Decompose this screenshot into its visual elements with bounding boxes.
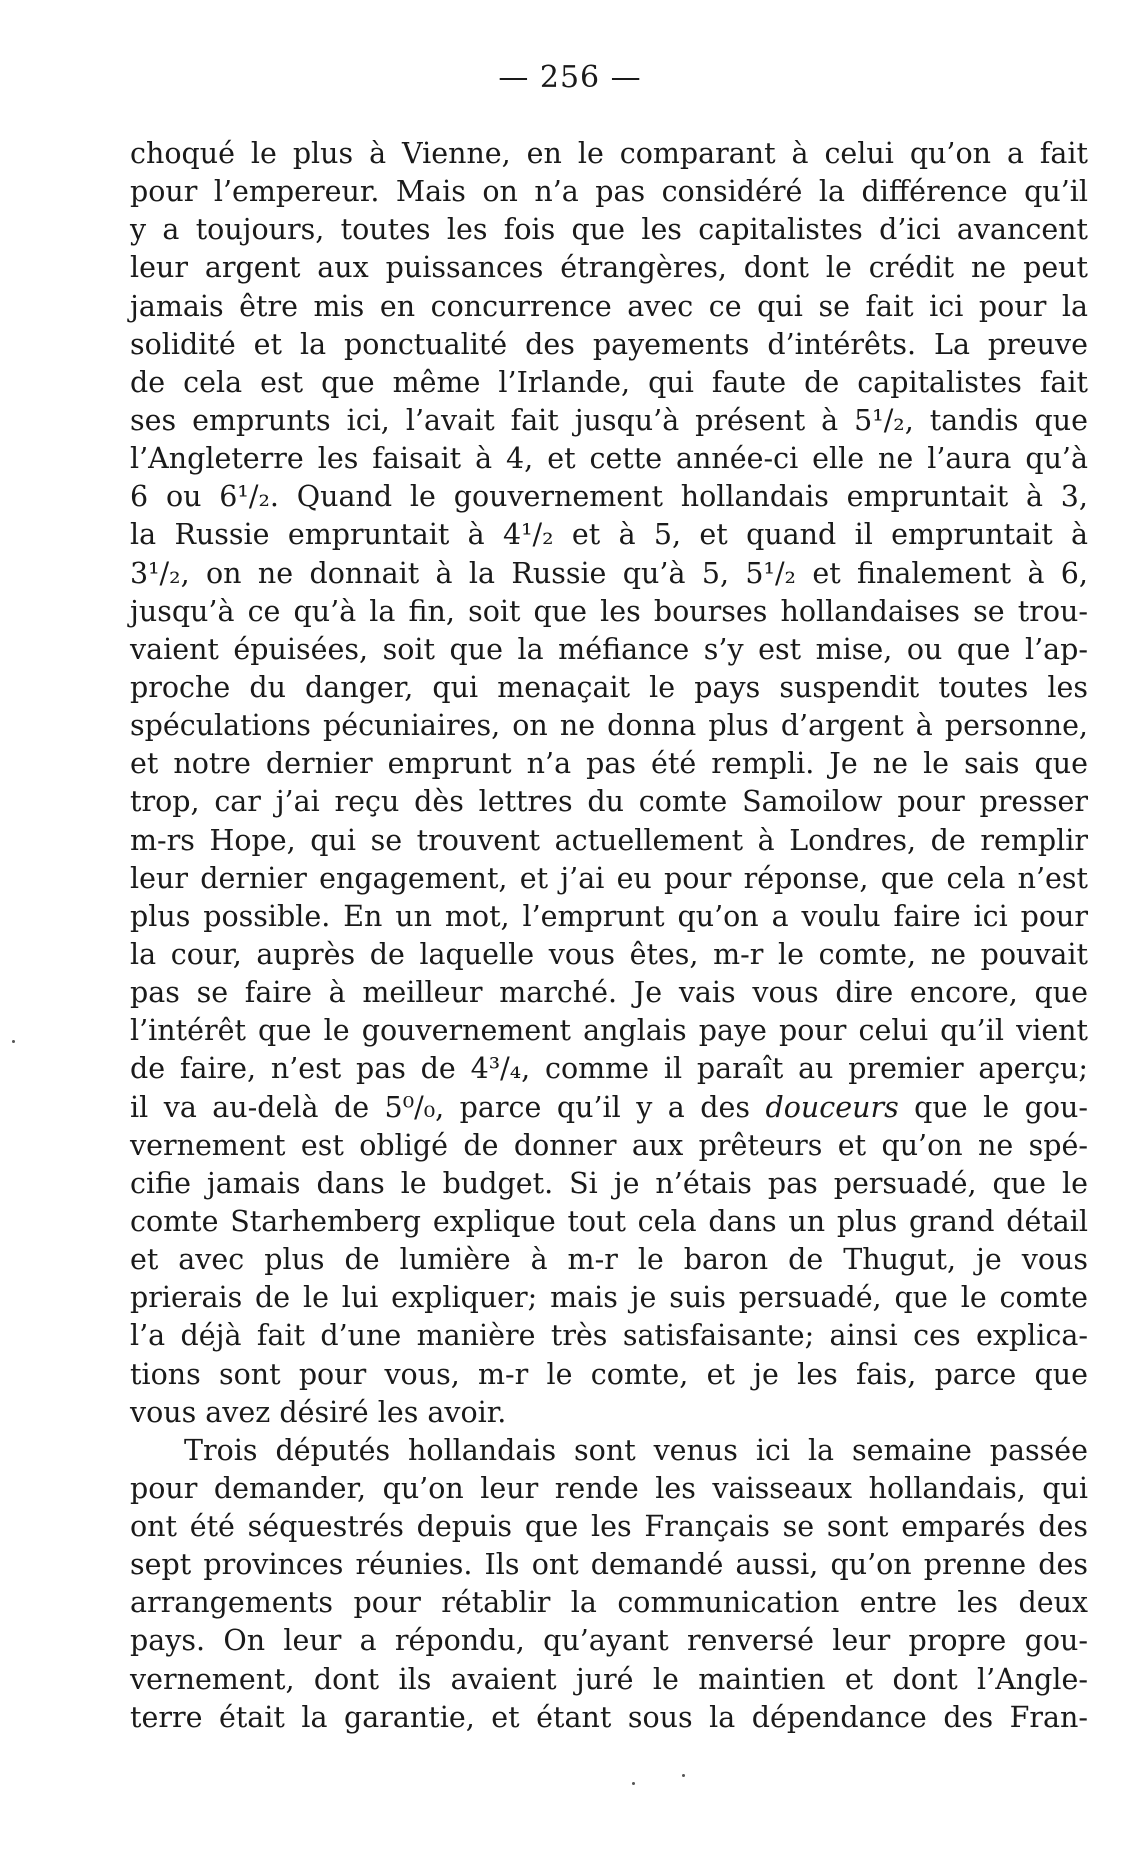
text-line: de cela est que même l’Irlande, qui faute de capitalistes fait (130, 365, 1088, 399)
text-line: l’a déjà fait d’une manière très satisfaisante; ainsi ces explica- (130, 1319, 1088, 1353)
emphasis: douceurs (765, 1090, 899, 1124)
text-line: m-rs Hope, qui se trouvent actuellement à Londres, de remplir (130, 823, 1088, 857)
text-line: 6 ou 6¹/₂. Quand le gouvernement hollandais empruntait à 3, (130, 480, 1088, 514)
text-line: trop, car j’ai reçu dès lettres du comte Samoilow pour presser (130, 785, 1088, 819)
text-line: comte Starhemberg explique tout cela dans un plus grand détail (130, 1204, 1088, 1238)
text-line: la cour, auprès de laquelle vous êtes, m-r le comte, ne pouvait (130, 937, 1088, 971)
body-text (130, 135, 1088, 1737)
text-line: choqué le plus à Vienne, en le comparant à celui qu’on a fait (130, 137, 1088, 170)
text-line: ont été séquestrés depuis que les Français se sont emparés des (130, 1510, 1088, 1544)
text-line: jamais être mis en concurrence avec ce qui se fait ici pour la (130, 289, 1088, 323)
print-speck (682, 1774, 685, 1777)
text-line: ses emprunts ici, l’avait fait jusqu’à présent à 5¹/₂, tandis que (130, 403, 1088, 437)
text-line: la Russie empruntait à 4¹/₂ et à 5, et quand il empruntait à (130, 518, 1088, 552)
text-line: plus possible. En un mot, l’emprunt qu’on a voulu faire ici pour (130, 899, 1088, 933)
print-speck (12, 1040, 15, 1043)
text-line: jusqu’à ce qu’à la fin, soit que les bourses hollandaises se trou- (130, 594, 1088, 628)
text-line: vaient épuisées, soit que la méfiance s’y est mise, ou que l’ap- (130, 632, 1088, 666)
text-line: sept provinces réunies. Ils ont demandé aussi, qu’on prenne des (130, 1548, 1088, 1582)
text-line: leur dernier engagement, et j’ai eu pour réponse, que cela n’est (130, 861, 1088, 895)
text-line-paragraph-start: Trois députés hollandais sont venus ici la semaine passée (184, 1433, 1088, 1467)
page-number: — 256 — (498, 60, 642, 95)
text-line: proche du danger, qui menaçait le pays suspendit toutes les (130, 670, 1088, 704)
text-line: 3¹/₂, on ne donnait à la Russie qu’à 5, 5¹/₂ et finalement à 6, (130, 556, 1088, 590)
text-line: pour l’empereur. Mais on n’a pas considéré la différence qu’il (130, 175, 1088, 209)
text-line: cifie jamais dans le budget. Si je n’étais pas persuadé, que le (130, 1166, 1088, 1200)
text-line: vernement, dont ils avaient juré le maintien et dont l’Angle- (130, 1662, 1088, 1696)
text-line: l’Angleterre les faisait à 4, et cette année-ci elle ne l’aura qu’à (130, 442, 1088, 476)
text-line: de faire, n’est pas de 4³/₄, comme il paraît au premier aperçu; (130, 1052, 1088, 1086)
text-line: prierais de le lui expliquer; mais je suis persuadé, que le comte (130, 1281, 1088, 1315)
text-line: et avec plus de lumière à m-r le baron de Thugut, je vous (130, 1243, 1088, 1277)
text-line: arrangements pour rétablir la communication entre les deux (130, 1586, 1088, 1620)
print-speck (632, 1782, 635, 1785)
text-line: pays. On leur a répondu, qu’ayant renversé leur propre gou- (130, 1624, 1088, 1658)
text-line: vernement est obligé de donner aux prêteurs et qu’on ne spé- (130, 1128, 1088, 1162)
text-line: y a toujours, toutes les fois que les capitalistes d’ici avancent (130, 213, 1088, 247)
text-line: solidité et la ponctualité des payements d’intérêts. La preuve (130, 327, 1088, 361)
text-line: leur argent aux puissances étrangères, dont le crédit ne peut (130, 251, 1088, 285)
text-line-paragraph-end: vous avez désiré les avoir. (130, 1395, 507, 1429)
text-line: l’intérêt que le gouvernement anglais paye pour celui qu’il vient (130, 1014, 1088, 1048)
text-line: spéculations pécuniaires, on ne donna plus d’argent à personne, (130, 709, 1088, 743)
text-line: terre était la garantie, et étant sous la dépendance des Fran- (130, 1700, 1088, 1734)
text-line: tions sont pour vous, m-r le comte, et je les fais, parce que (130, 1357, 1088, 1391)
text-line: il va au-delà de 5⁰/₀, parce qu’il y a des douceurs que le gou- (130, 1090, 1088, 1124)
text-line: pas se faire à meilleur marché. Je vais vous dire encore, que (130, 976, 1088, 1010)
text-line: et notre dernier emprunt n’a pas été rempli. Je ne le sais que (130, 747, 1088, 781)
text-line: pour demander, qu’on leur rende les vaisseaux hollandais, qui (130, 1471, 1088, 1505)
